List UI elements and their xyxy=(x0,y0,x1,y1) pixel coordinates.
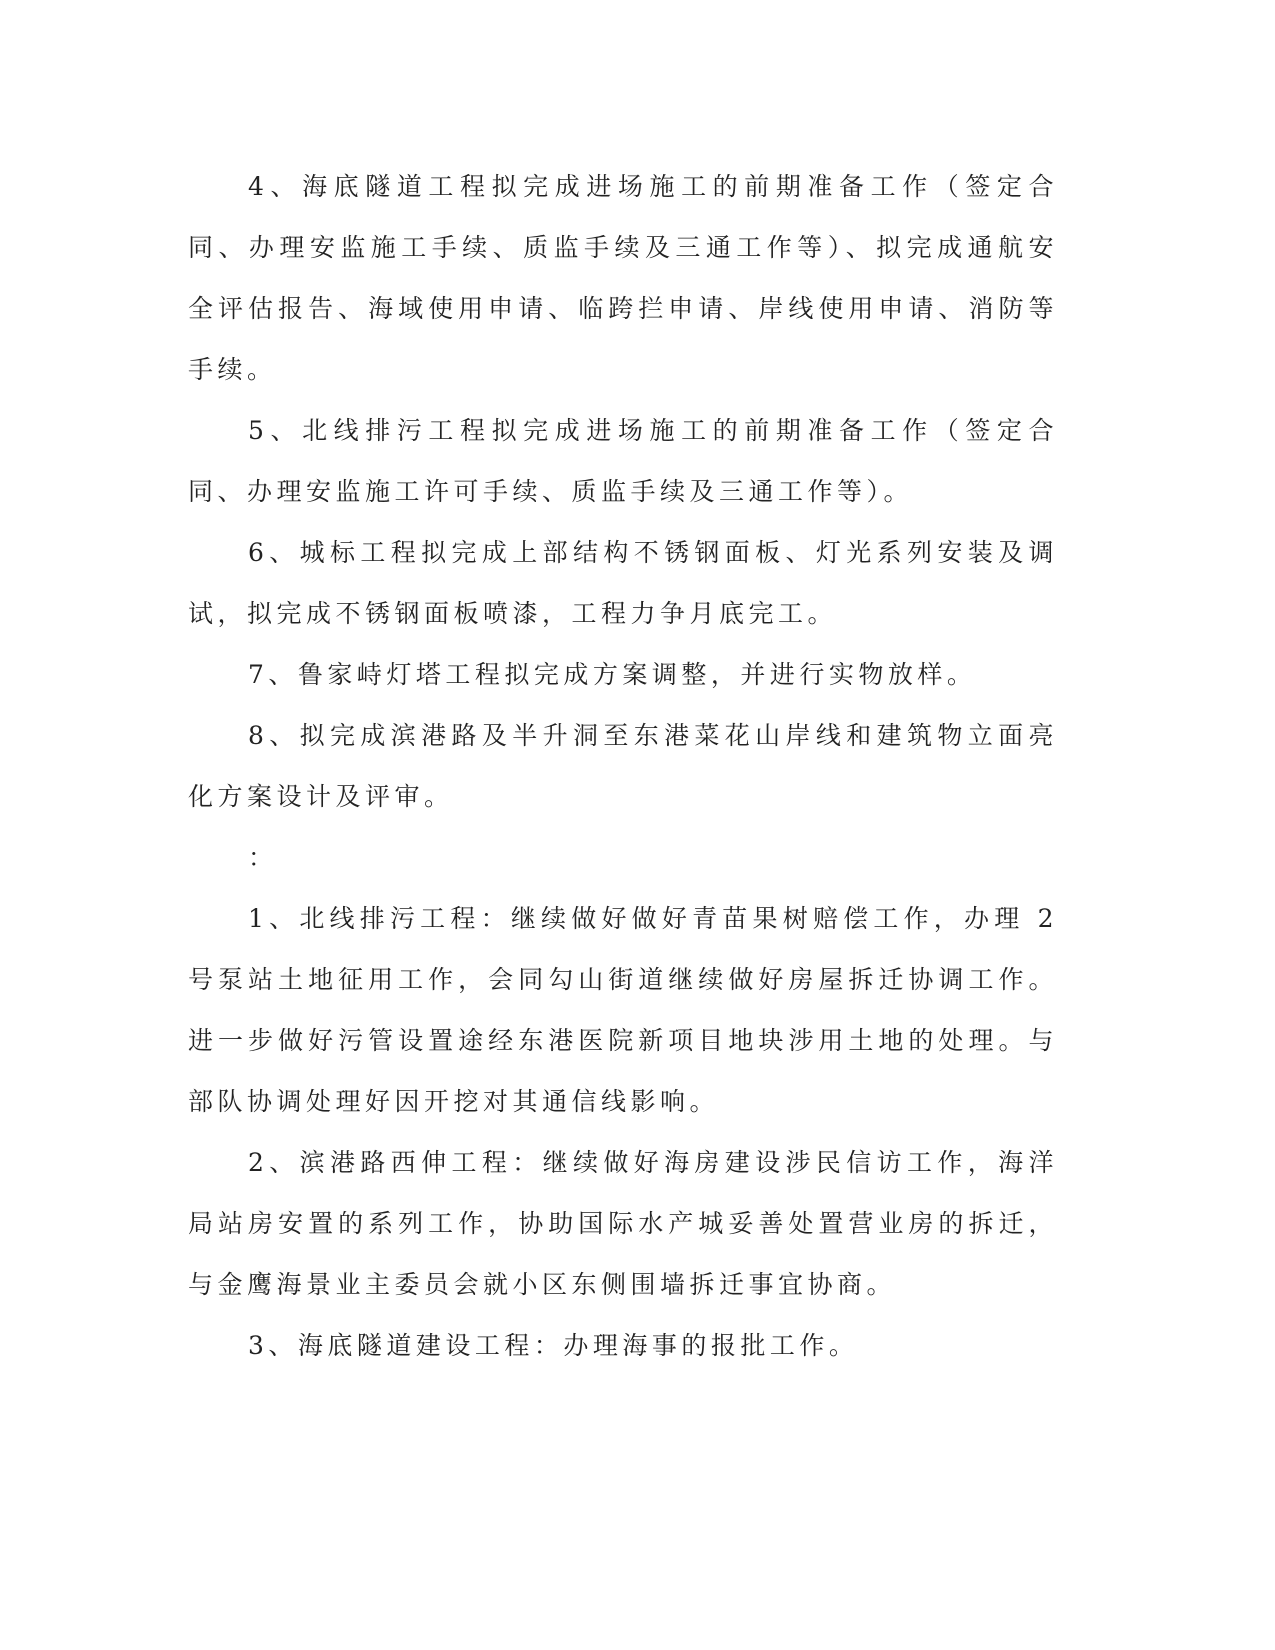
document-body xyxy=(188,156,1058,1376)
paragraph-item-7-lighthouse: 7、鲁家峙灯塔工程拟完成方案调整，并进行实物放样。 xyxy=(248,660,977,689)
paragraph-item-4-tunnel-prep: 4、海底隧道工程拟完成进场施工的前期准备工作（签定合同、办理安监施工手续、质监手续及三通工作等）、拟完成通航安全评估报告、海域使用申请、临跨拦申请、岸线使用申请、消防等手续。 xyxy=(188,172,1058,384)
paragraph-item-1-north-sewage: 1、北线排污工程：继续做好做好青苗果树赔偿工作，办理 2 号泵站土地征用工作，会同勾山街道继续做好房屋拆迁协调工作。进一步做好污管设置途经东港医院新项目地块涉用土地的处理。与部队协调处理好因开挖对其通信线影响。 xyxy=(188,904,1058,1116)
paragraph-item-3-tunnel-approval: 3、海底隧道建设工程：办理海事的报批工作。 xyxy=(248,1331,859,1360)
paragraph-item-6-city-landmark: 6、城标工程拟完成上部结构不锈钢面板、灯光系列安装及调试，拟完成不锈钢面板喷漆，工程力争月底完工。 xyxy=(188,538,1058,628)
paragraph-item-8-lighting-design: 8、拟完成滨港路及半升洞至东港菜花山岸线和建筑物立面亮化方案设计及评审。 xyxy=(188,721,1058,811)
paragraph-item-2-binggang-road: 2、滨港路西伸工程：继续做好海房建设涉民信访工作，海洋局站房安置的系列工作，协助国际水产城妥善处置营业房的拆迁，与金鹰海景业主委员会就小区东侧围墙拆迁事宜协商。 xyxy=(188,1148,1058,1299)
paragraph-item-5-north-sewage-prep: 5、北线排污工程拟完成进场施工的前期准备工作（签定合同、办理安监施工许可手续、质监手续及三通工作等）。 xyxy=(188,416,1058,506)
section-heading-colon: ： xyxy=(248,843,278,872)
